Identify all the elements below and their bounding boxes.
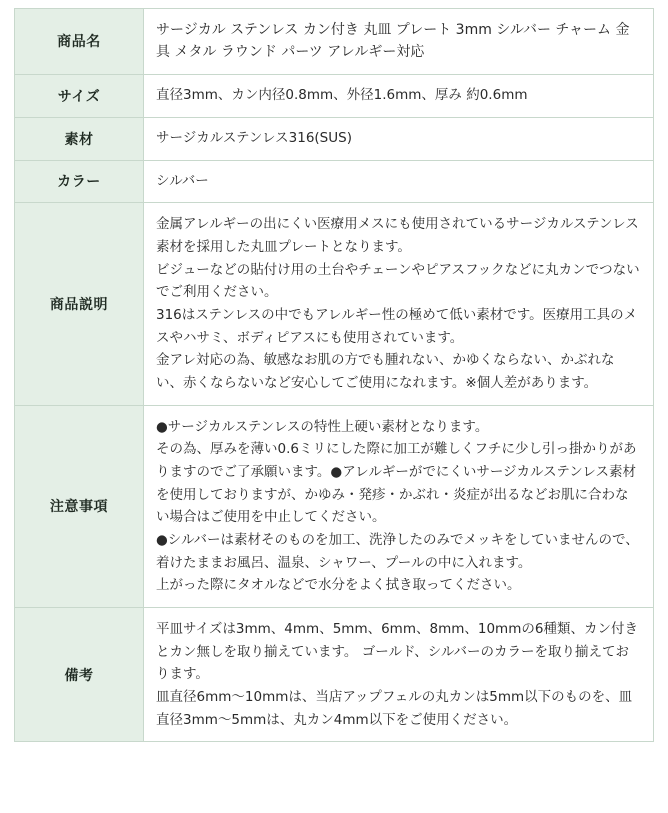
- row-header-product-name: 商品名: [15, 9, 144, 75]
- text-paragraph: 316はステンレスの中でもアレルギー性の極めて低い素材です。医療用工具のメスやハサミ、ボディピアスにも使用されています。: [156, 307, 638, 346]
- row-header-material: 素材: [15, 117, 144, 160]
- product-spec-table: [14, 8, 654, 742]
- text-paragraph: サージカルステンレス316(SUS): [156, 129, 352, 146]
- text-paragraph: 平皿サイズは3mm、4mm、5mm、6mm、8mm、10mmの6種類、カン付きとカン無しを取り揃えています。 ゴールド、シルバーのカラーを取り揃えております。: [156, 621, 638, 683]
- row-header-description: 商品説明: [15, 203, 144, 405]
- row-header-remarks: 備考: [15, 608, 144, 742]
- row-value-size: [144, 74, 654, 117]
- text-paragraph: 上がった際にタオルなどで水分をよく拭き取ってください。: [156, 577, 521, 594]
- table-row: [15, 405, 654, 607]
- table-row: [15, 160, 654, 203]
- row-value-product-name: [144, 9, 654, 75]
- text-paragraph: 金アレ対応の為、敏感なお肌の方でも腫れない、かゆくならない、かぶれない、赤くならないなど安心してご使用になれます。※個人差があります。: [156, 352, 615, 392]
- text-paragraph: 皿直径6mm〜10mmは、当店アップフェルの丸カンは5mm以下のものを、皿直径3mm〜5mmは、丸カン4mm以下をご使用ください。: [156, 689, 633, 728]
- row-header-size: サイズ: [15, 74, 144, 117]
- table-row: [15, 9, 654, 75]
- row-value-material: [144, 117, 654, 160]
- text-paragraph: シルバー: [156, 172, 209, 189]
- row-value-remarks: [144, 608, 654, 742]
- text-paragraph: ●サージカルステンレスの特性上硬い素材となります。: [156, 418, 489, 435]
- row-header-caution: 注意事項: [15, 405, 144, 607]
- text-paragraph: ●シルバーは素材そのものを加工、洗浄したのみでメッキをしていませんので、着けたままお風呂、温泉、シャワー、プールの中に入れます。: [156, 532, 639, 571]
- text-paragraph: その為、厚みを薄い0.6ミリにした際に加工が難しくフチに少し引っ掛かりがありますのでご了承願います。●アレルギーがでにくいサージカルステンレス素材を使用しておりますが、かゆみ・発疹・かぶれ・炎症が出るなどお肌に合わない場合はご使用を中止してください。: [156, 441, 637, 526]
- text-paragraph: サージカル ステンレス カン付き 丸皿 プレート 3mm シルバー チャーム 金具 メタル ラウンド パーツ アレルギー対応: [156, 22, 630, 61]
- table-row: [15, 117, 654, 160]
- row-value-caution: [144, 405, 654, 607]
- table-row: [15, 608, 654, 742]
- row-value-description: [144, 203, 654, 405]
- row-value-color: [144, 160, 654, 203]
- table-row: [15, 203, 654, 405]
- row-header-color: カラー: [15, 160, 144, 203]
- spec-table-body: [15, 9, 654, 742]
- table-row: [15, 74, 654, 117]
- text-paragraph: 金属アレルギーの出にくい医療用メスにも使用されているサージカルステンレス素材を採用した丸皿プレートとなります。: [156, 216, 639, 256]
- text-paragraph: 直径3mm、カン内径0.8mm、外径1.6mm、厚み 約0.6mm: [156, 86, 528, 103]
- text-paragraph: ビジューなどの貼付け用の土台やチェーンやピアスフックなどに丸カンでつないでご利用ください。: [156, 261, 640, 301]
